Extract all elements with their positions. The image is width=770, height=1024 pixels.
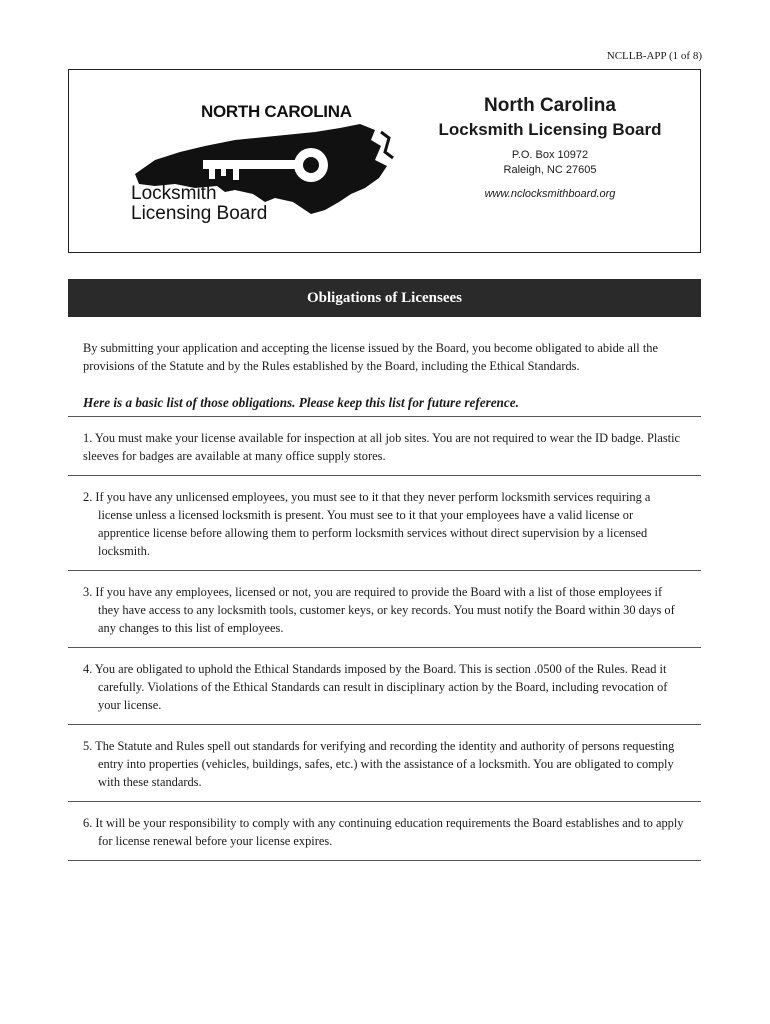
org-name: Locksmith Licensing Board xyxy=(438,120,662,139)
header-box xyxy=(68,69,701,253)
logo-line-2: Licensing Board xyxy=(131,203,268,224)
list-item-text: 4. You are obligated to uphold the Ethical Standards imposed by the Board. This is section .0500 of the Rules. Read it carefully. Violations of the Ethical Standards can result in disciplinary action by the Board, including revocation of your license. xyxy=(83,662,668,712)
list-item xyxy=(68,416,701,475)
list-item-text: 5. The Statute and Rules spell out standards for verifying and recording the identity and authority of persons requesting entry into properties (vehicles, buildings, safes, etc.) with the assistance of a locksmith. You are obligated to comply with these standards. xyxy=(83,739,675,789)
logo-title: NORTH CAROLINA xyxy=(201,102,352,121)
list-item xyxy=(68,647,701,724)
logo-line-1: Locksmith xyxy=(131,183,217,204)
obligations-list xyxy=(68,416,701,861)
org-po-box: P.O. Box 10972 xyxy=(511,149,589,161)
list-item xyxy=(68,801,701,861)
list-item-text: 2. If you have any unlicensed employees, you must see to it that they never perform locksmith services requiring a license unless a licensed locksmith is present. You must see to it that your employees have a valid license or apprentice license before allowing them to perform locksmith services without direct supervision by a licensed locksmith. xyxy=(83,490,651,558)
section-banner: Obligations of Licensees xyxy=(68,279,701,317)
form-id: NCLLB-APP (1 of 8) xyxy=(606,50,702,62)
emphasis-note: Here is a basic list of those obligations. Please keep this list for future reference. xyxy=(83,395,519,410)
org-info xyxy=(430,94,670,202)
list-item-text: 6. It will be your responsibility to comply with any continuing education requirements the Board establishes and to apply for license renewal before your license expires. xyxy=(83,816,684,848)
intro-paragraph: By submitting your application and accepting the license issued by the Board, you become obligated to abide all the provisions of the Statute and by the Rules established by the Board, including the Ethical Standards. xyxy=(83,341,658,373)
org-state: North Carolina xyxy=(484,95,616,116)
logo-subtitle xyxy=(131,184,267,224)
list-item xyxy=(68,724,701,801)
org-website: www.nclocksmithboard.org xyxy=(484,188,616,200)
org-city: Raleigh, NC 27605 xyxy=(503,164,597,176)
list-item-text: 3. If you have any employees, licensed or not, you are required to provide the Board with a list of those employees if they have access to any locksmith tools, customer keys, or key records. You must notify the Board within 30 days of any changes to this list of employees. xyxy=(83,585,675,635)
list-item xyxy=(68,475,701,570)
list-item xyxy=(68,570,701,647)
list-item-text: 1. You must make your license available for inspection at all job sites. You are not required to wear the ID badge. Plastic sleeves for badges are available at many office supply stores. xyxy=(83,431,681,463)
board-logo xyxy=(125,102,405,232)
